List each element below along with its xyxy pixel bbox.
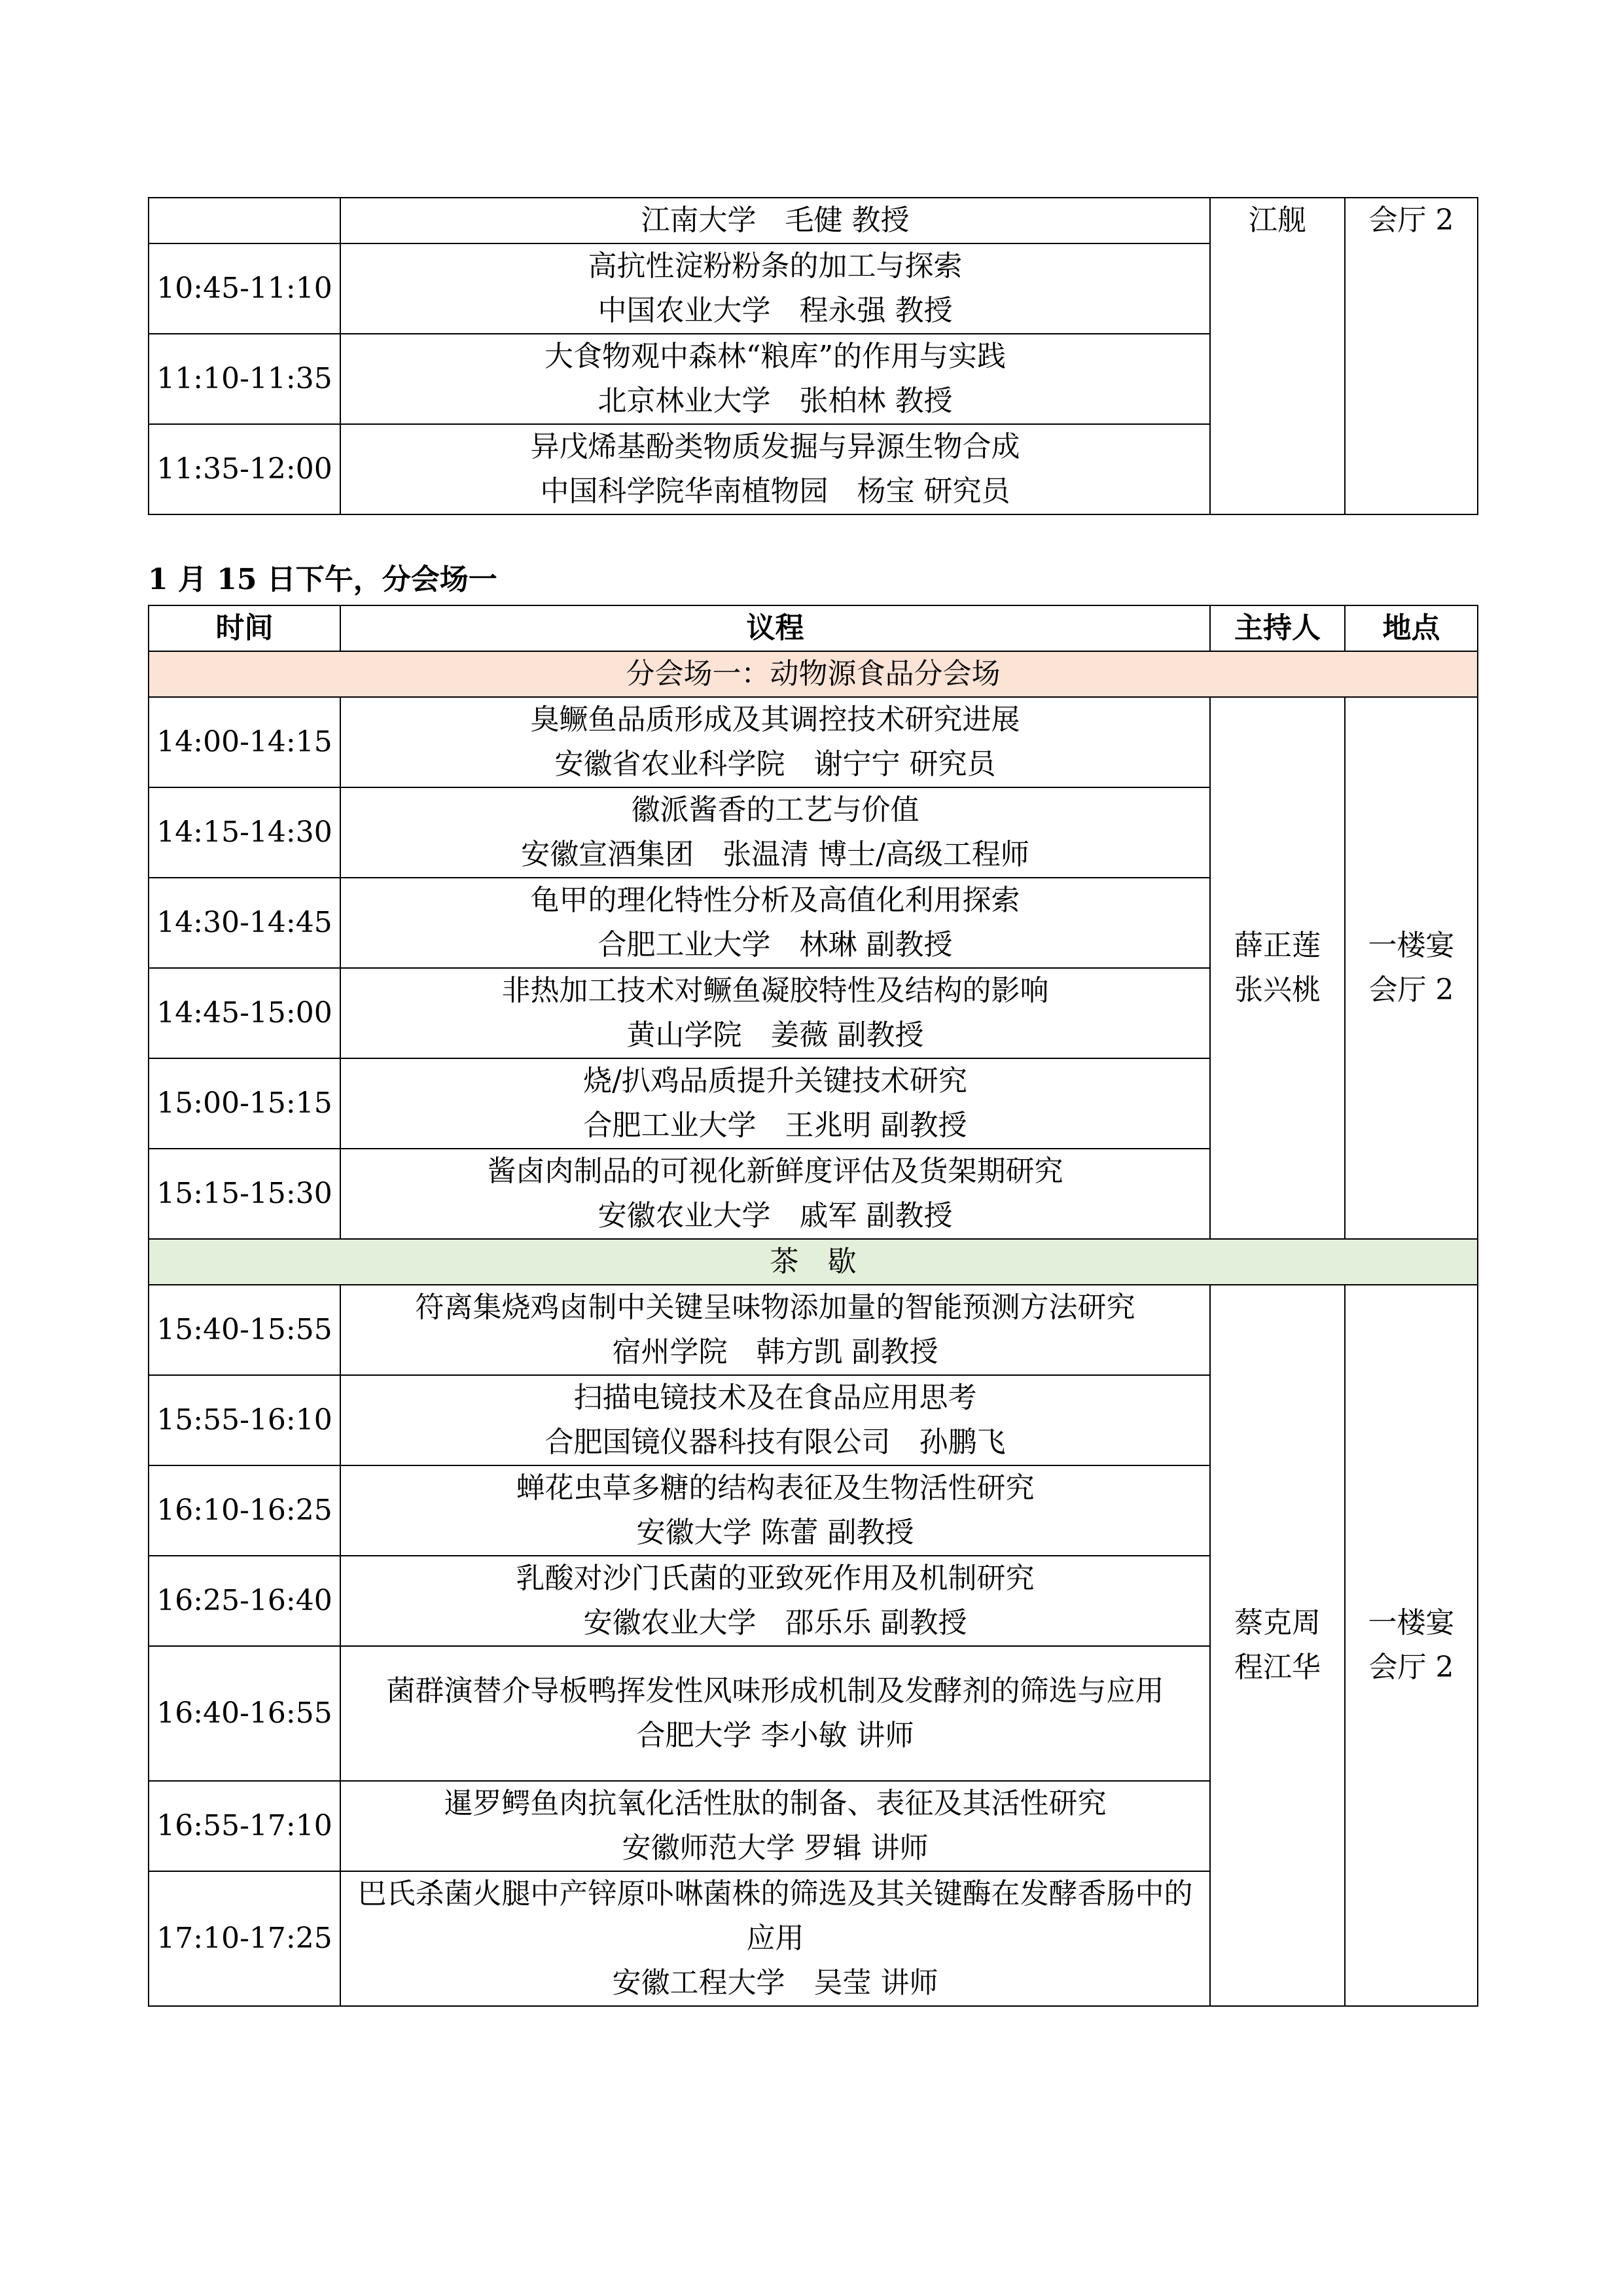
time-cell: 10:45-11:10 xyxy=(149,243,340,334)
break-label: 茶 歇 xyxy=(149,1239,1478,1285)
time-cell: 15:55-16:10 xyxy=(149,1375,340,1465)
talk-title: 徽派酱香的工艺与价值 xyxy=(631,793,919,827)
talk-speaker: 中国科学院华南植物园 杨宝 研究员 xyxy=(540,475,1010,508)
agenda-cell xyxy=(340,1285,1210,1375)
section-row xyxy=(149,651,1478,697)
session-caption: 1 月 15 日下午，分会场一 xyxy=(148,563,497,596)
talk-speaker: 北京林业大学 张柏林 教授 xyxy=(597,384,953,418)
time-cell: 14:00-14:15 xyxy=(149,697,340,787)
agenda-cell xyxy=(340,1375,1210,1465)
talk-title: 非热加工技术对鳜鱼凝胶特性及结构的影响 xyxy=(501,974,1049,1007)
talk-title: 巴氏杀菌火腿中产锌原卟啉菌株的筛选及其关键酶在发酵香肠中的应用 xyxy=(357,1877,1193,1955)
venue-cell: 会厅 2 xyxy=(1345,198,1478,514)
break-row xyxy=(149,1239,1478,1285)
talk-title: 符离集烧鸡卤制中关键呈味物添加量的智能预测方法研究 xyxy=(415,1291,1135,1324)
talk-title: 酱卤肉制品的可视化新鲜度评估及货架期研究 xyxy=(487,1155,1063,1188)
header-row xyxy=(149,605,1478,651)
talk-title: 龟甲的理化特性分析及高值化利用探索 xyxy=(530,884,1020,917)
time-cell: 14:15-14:30 xyxy=(149,787,340,878)
talk-speaker: 江南大学 毛健 教授 xyxy=(641,204,910,237)
talk-speaker: 安徽省农业科学院 谢宁宁 研究员 xyxy=(554,747,996,781)
agenda-cell xyxy=(340,334,1210,424)
time-cell: 11:10-11:35 xyxy=(149,334,340,424)
agenda-cell xyxy=(340,968,1210,1058)
time-cell: 16:40-16:55 xyxy=(149,1646,340,1781)
talk-speaker: 安徽师范大学 罗辑 讲师 xyxy=(622,1831,929,1865)
header-venue: 地点 xyxy=(1345,605,1478,651)
agenda-cell xyxy=(340,1556,1210,1646)
talk-speaker: 黄山学院 姜薇 副教授 xyxy=(626,1018,924,1052)
venue-cell: 一楼宴 会厅 2 xyxy=(1345,697,1478,1239)
schedule-table-morning xyxy=(148,197,1478,515)
agenda-cell xyxy=(340,1149,1210,1239)
host-cell: 薛正莲 张兴桃 xyxy=(1210,697,1345,1239)
time-cell: 16:10-16:25 xyxy=(149,1465,340,1556)
agenda-cell xyxy=(340,198,1210,243)
time-cell: 11:35-12:00 xyxy=(149,424,340,514)
time-cell xyxy=(149,198,340,243)
time-cell: 15:15-15:30 xyxy=(149,1149,340,1239)
host-cell: 蔡克周 程江华 xyxy=(1210,1285,1345,2006)
agenda-cell xyxy=(340,1781,1210,1871)
talk-speaker: 安徽宣酒集团 张温清 博士/高级工程师 xyxy=(521,838,1029,871)
agenda-cell xyxy=(340,424,1210,514)
talk-title: 乳酸对沙门氏菌的亚致死作用及机制研究 xyxy=(516,1562,1035,1595)
agenda-cell xyxy=(340,697,1210,787)
talk-title: 臭鳜鱼品质形成及其调控技术研究进展 xyxy=(530,703,1020,736)
time-cell: 14:45-15:00 xyxy=(149,968,340,1058)
agenda-cell xyxy=(340,878,1210,968)
talk-speaker: 宿州学院 韩方凯 副教授 xyxy=(612,1335,938,1369)
talk-speaker: 安徽农业大学 邵乐乐 副教授 xyxy=(583,1606,967,1640)
agenda-cell xyxy=(340,787,1210,878)
talk-speaker: 合肥大学 李小敏 讲师 xyxy=(636,1719,914,1752)
header-time: 时间 xyxy=(149,605,340,651)
header-host: 主持人 xyxy=(1210,605,1345,651)
agenda-cell xyxy=(340,1646,1210,1781)
header-agenda: 议程 xyxy=(340,605,1210,651)
host-cell: 江舰 xyxy=(1210,198,1345,514)
talk-title: 扫描电镜技术及在食品应用思考 xyxy=(573,1381,977,1414)
talk-speaker: 安徽大学 陈蕾 副教授 xyxy=(636,1516,914,1549)
table-row xyxy=(149,198,1478,243)
venue-cell: 一楼宴 会厅 2 xyxy=(1345,1285,1478,2006)
schedule-table-afternoon xyxy=(148,605,1478,2007)
agenda-cell xyxy=(340,1871,1210,2006)
agenda-cell xyxy=(340,1058,1210,1149)
talk-speaker: 合肥工业大学 王兆明 副教授 xyxy=(583,1109,967,1142)
agenda-cell xyxy=(340,1465,1210,1556)
section-title: 分会场一：动物源食品分会场 xyxy=(149,651,1478,697)
time-cell: 17:10-17:25 xyxy=(149,1871,340,2006)
talk-title: 烧/扒鸡品质提升关键技术研究 xyxy=(583,1064,967,1098)
talk-speaker: 合肥工业大学 林琳 副教授 xyxy=(597,928,953,961)
talk-title: 暹罗鳄鱼肉抗氧化活性肽的制备、表征及其活性研究 xyxy=(444,1787,1107,1820)
talk-title: 菌群演替介导板鸭挥发性风味形成机制及发酵剂的筛选与应用 xyxy=(386,1674,1164,1708)
table-row xyxy=(149,1285,1478,1375)
talk-title: 高抗性淀粉粉条的加工与探索 xyxy=(588,249,963,283)
talk-title: 大食物观中森林“粮库”的作用与实践 xyxy=(544,340,1006,373)
talk-speaker: 中国农业大学 程永强 教授 xyxy=(597,294,953,327)
time-cell: 16:25-16:40 xyxy=(149,1556,340,1646)
time-cell: 15:00-15:15 xyxy=(149,1058,340,1149)
table-row xyxy=(149,697,1478,787)
talk-title: 蝉花虫草多糖的结构表征及生物活性研究 xyxy=(516,1471,1035,1505)
agenda-cell xyxy=(340,243,1210,334)
talk-title: 异戊烯基酚类物质发掘与异源生物合成 xyxy=(530,430,1020,463)
time-cell: 14:30-14:45 xyxy=(149,878,340,968)
time-cell: 15:40-15:55 xyxy=(149,1285,340,1375)
talk-speaker: 安徽工程大学 吴莹 讲师 xyxy=(612,1966,938,2000)
time-cell: 16:55-17:10 xyxy=(149,1781,340,1871)
talk-speaker: 合肥国镜仪器科技有限公司 孙鹏飞 xyxy=(544,1426,1006,1459)
talk-speaker: 安徽农业大学 戚军 副教授 xyxy=(597,1199,953,1232)
